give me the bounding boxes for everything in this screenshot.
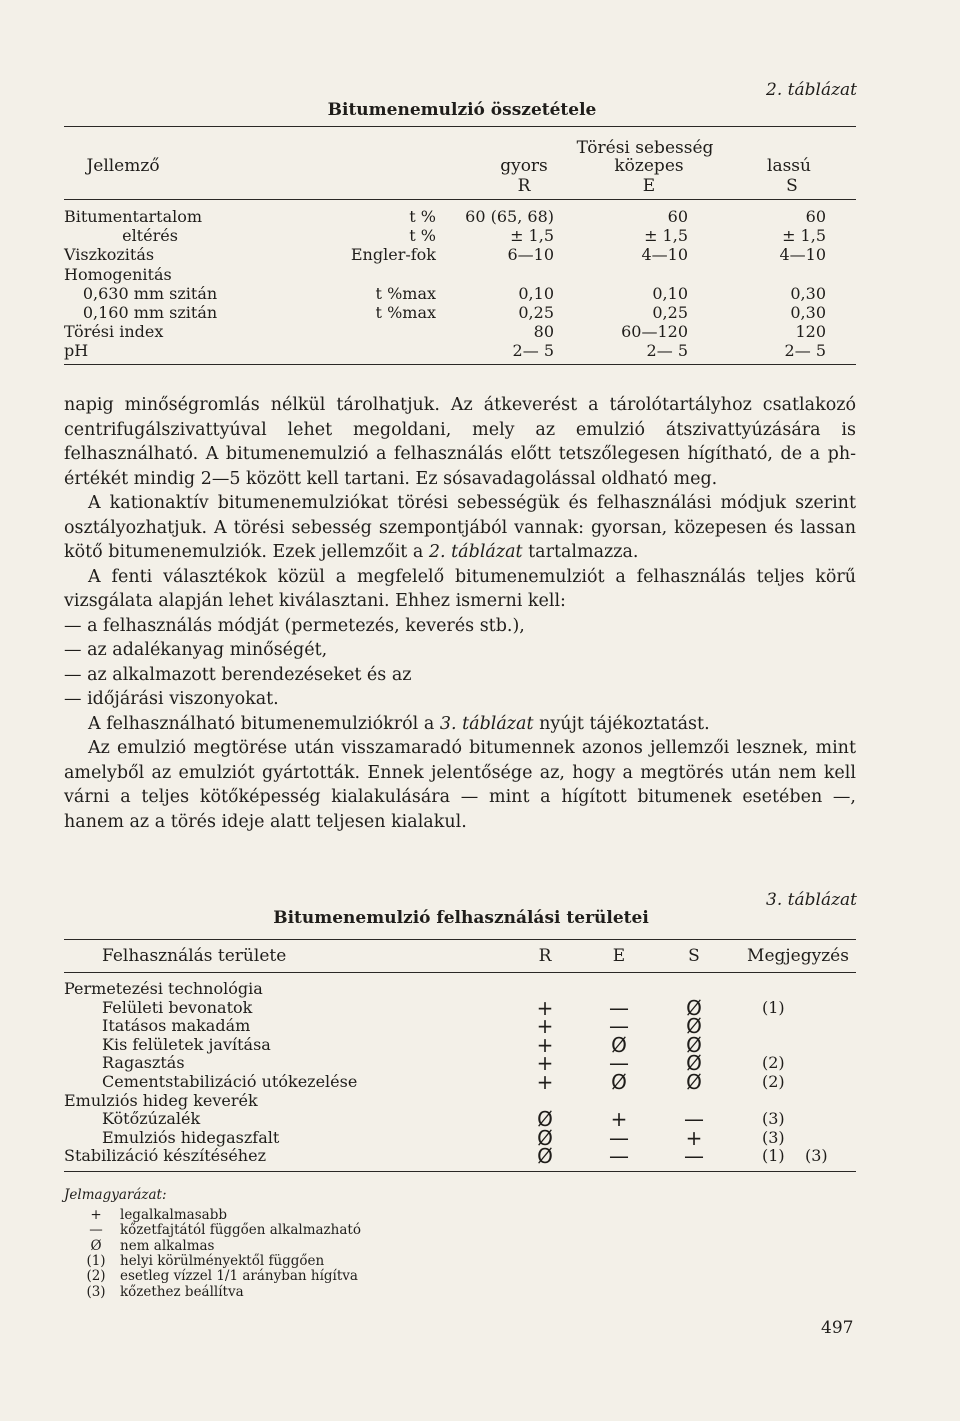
table3-head-note: Megjegyzés [747,946,849,966]
table3-row-r: + [536,1051,554,1076]
table2-row-label: 0,630 mm szitán [82,283,218,303]
table3-row-e: — [609,1051,629,1076]
table3-row-r: Ø [537,1107,553,1132]
table3-row-r: Ø [537,1144,553,1169]
legend-text: kőzetfajtától függően alkalmazható [120,1222,361,1239]
legend-text: kőzethez beállítva [120,1283,244,1300]
table3-row-s: + [685,1125,703,1150]
list-item: — időjárási viszonyokat. [64,689,279,709]
table2-head-toresi: Törési sebesség [576,138,714,158]
table3-title: Bitumenemulzió felhasználási területei [273,908,649,928]
table3-row-label: Emulziós hideg keverék [64,1090,258,1110]
table2-label-text: 2. táblázat [766,80,857,100]
table3-row-r: + [536,1032,554,1057]
table2-row-s: 60 [805,207,826,226]
table2-row-unit: t % [409,207,436,226]
list-item: — az alkalmazott berendezéseket és az [64,664,412,685]
table2-row-label: pH [64,341,89,361]
table3-row-label: Cementstabilizáció utókezelése [102,1072,358,1091]
table2-row-unit: Engler-fok [350,245,436,265]
table3-row-label: Emulziós hidegaszfalt [102,1127,280,1147]
table2-row-e: 2— 5 [646,341,688,361]
table3-row-e: — [609,1014,629,1039]
paragraph-3: A fenti választékok közül a megfelelő bitumenemulziót a felhasználás teljes körű vizsgálata alapján lehet kiválasztani. Ehhez ismerni kell: [64,566,856,611]
table2-row-s: 2— 5 [784,341,826,361]
table3-row-note: (3) [762,1109,785,1129]
table3-head-s: S [688,946,700,966]
table3-row-note: (1) [762,997,785,1017]
table3-top-rule [64,939,856,940]
table2-head-r: R [517,176,531,196]
table2-row-e: 4—10 [641,245,688,265]
table3-row-r: Ø [537,1125,553,1150]
table3-head-area: Felhasználás területe [102,946,287,966]
table2-row-r: ± 1,5 [510,226,554,246]
table3-row-e: — [609,1144,629,1169]
table2-head-kozepes: közepes [614,156,684,176]
page-number: 497 [821,1318,854,1338]
table3-row-label: Itatásos makadám [102,1016,251,1036]
legend-symbol: (2) [86,1268,106,1285]
table3-bottom-rule [64,1171,856,1172]
table3-head-r: R [538,946,552,966]
table2-row-s: ± 1,5 [782,226,826,246]
legend-symbol: — [89,1222,103,1239]
table3-row-s: Ø [686,995,702,1020]
table2-head-rule [64,199,856,200]
table2-title: Bitumenemulzió összetétele [327,100,597,120]
table2-head-jellemzo: Jellemző [86,156,160,176]
table2-row-e: 0,25 [652,303,688,322]
legend-text: esetleg vízzel 1/1 arányban hígítva [120,1268,358,1285]
table2-head-e: E [642,176,656,196]
table2-row-s: 0,30 [790,303,826,322]
table3-row-s: Ø [686,1070,702,1094]
paragraph-4-ref: 3. táblázat [439,713,534,734]
table3-row-label: Kötőzúzalék [102,1109,201,1129]
paragraph-4-b: nyújt tájékoztatást. [533,713,710,734]
table2-row-unit: t %max [375,303,436,322]
legend-text: legalkalmasabb [120,1207,227,1223]
table3-head-rule [64,972,856,973]
paragraph-2-b: tartalmazza. [522,542,639,562]
legend-symbol: (3) [86,1283,106,1300]
table3-row-note: (2) [762,1072,785,1091]
legend-symbol: + [90,1207,102,1223]
table2-row-label: Homogenitás [64,264,172,284]
table2-row-e: 0,10 [652,283,688,303]
legend-symbol: (1) [86,1252,106,1269]
table3-row-e: — [609,995,629,1020]
legend-title: Jelmagyarázat: [64,1187,167,1203]
table3-row-note: (2) [762,1053,785,1073]
body-text [64,393,856,834]
table2-row-unit: t %max [375,283,436,303]
table2-row-r: 0,25 [518,303,554,322]
list-item: — az adalékanyag minőségét, [64,640,328,660]
table2-top-rule [64,126,856,127]
table2-row-r: 60 (65, 68) [465,207,554,226]
paragraph-5: Az emulzió megtörése után visszamaradó bitumennek azonos jellemzői lesznek, mint amelyből az emulziót gyártották. Ennek jelentősége az, hogy a megtörés után nem kell várni a teljes kötőképesség kialakulására — mint a hígított bitumenek esetében —, hanem az a törés ideje alatt teljesen kialakul. [64,738,856,832]
paragraph-2-ref: 2. táblázat [428,542,523,562]
paragraph-1: napig minőségromlás nélkül tárolhatjuk. Az átkeverést a tárolótartályhoz csatlakozó centrifugálszivattyúval lehet megoldani, mely az emulzió átszivattyúzására is felhasználható. A bitumenemulzió a felhasználás előtt tetszőlegesen hígítható, de a ph-értékét mindig 2—5 között kell tartani. Ez sósavadagolással oldható meg. [64,395,856,489]
table3-label-text: 3. táblázat [766,890,857,910]
table2-row-r: 6—10 [507,245,554,265]
table2-row-e: 60 [667,207,688,226]
table2-row-s: 0,30 [790,283,826,303]
table2-row-r: 2— 5 [512,341,554,361]
list-item: — a felhasználás módját (permetezés, keverés stb.), [64,615,525,636]
table3-row-label: Stabilizáció készítéséhez [64,1146,266,1166]
table2-row-label: Bitumentartalom [64,207,203,226]
table3-row-e: Ø [611,1032,627,1057]
table3-row-r: + [536,1014,554,1039]
paragraph-2-a: A kationaktív bitumenemulziókat törési sebességük és felhasználási módjuk szerint osztályozhatjuk. A törési sebesség szempontjából vannak: gyorsan, közepesen és lassan kötő bitumenemulziók. Ezek jellemzőit a [64,493,856,562]
table2-row-s: 120 [795,322,826,342]
paragraph-4-a: A felhasználható bitumenemulziókról a [88,713,440,734]
table2-row-label: 0,160 mm szitán [82,303,218,322]
table3-row-note: (1) (3) [762,1146,828,1166]
table2-row-s: 4—10 [779,245,826,265]
table3-row-e: — [609,1125,629,1150]
table3-row-note: (3) [762,1127,785,1147]
table2-row-r: 0,10 [518,283,554,303]
table2-row-label: Viszkozitás [64,245,155,265]
table3-row-e: + [610,1107,628,1132]
table3-row-s: Ø [686,1014,702,1039]
table3-row-s: — [684,1144,704,1169]
table2-row-r: 80 [533,322,554,342]
table2-head-lassu: lassú [767,156,811,176]
table2-row-e: 60—120 [621,322,688,342]
table3-row-label: Ragasztás [102,1053,185,1073]
table2-row-label: Törési index [64,322,164,342]
table3-row-label: Felületi bevonatok [102,997,253,1017]
table3-row-label: Kis felületek javítása [102,1034,271,1054]
table3-head-e: E [612,946,626,966]
table3-row-label: Permetezési technológia [64,979,263,998]
table3-row-s: — [684,1107,704,1132]
table3-row-r: + [536,995,554,1020]
table3-row-s: Ø [686,1032,702,1057]
table3-row-r: + [536,1070,554,1094]
paragraph-4 [64,712,856,737]
table2-head-s: S [786,176,798,196]
table2-bottom-rule [64,364,856,365]
legend-symbol: Ø [90,1237,102,1254]
table2-row-label: eltérés [122,226,178,246]
table3-row-e: Ø [611,1070,627,1094]
table2-head-gyors: gyors [500,156,548,176]
table2-row-e: ± 1,5 [644,226,688,246]
paragraph-2 [64,491,856,565]
legend-text: helyi körülményektől függően [120,1252,325,1269]
legend-text: nem alkalmas [120,1237,215,1254]
table3-row-s: Ø [686,1051,702,1076]
table2-row-unit: t % [409,226,436,246]
